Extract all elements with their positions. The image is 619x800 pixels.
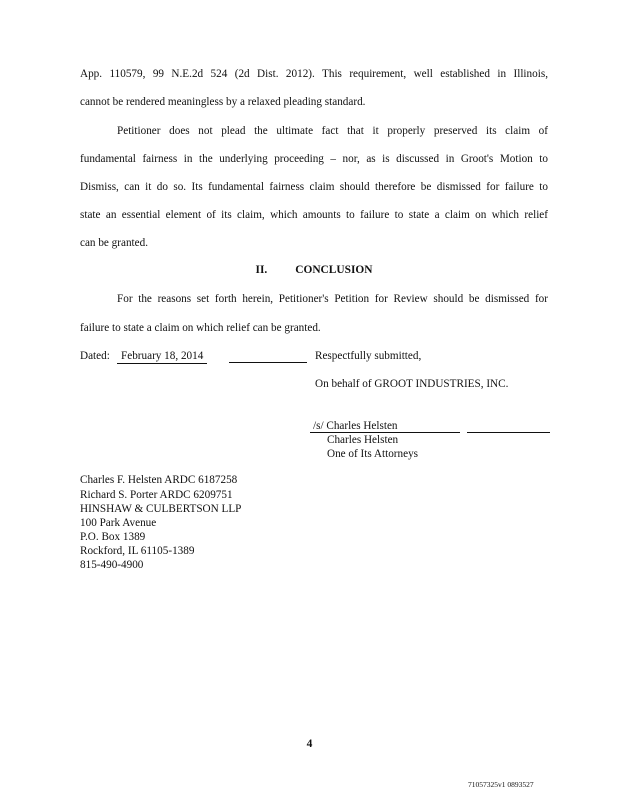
counsel-line: Richard S. Porter ARDC 6209751 — [80, 489, 233, 501]
body-text-line: App. 110579, 99 N.E.2d 524 (2d Dist. 2012). This requirement, well established in Illinois, — [80, 68, 548, 80]
body-text-line: cannot be rendered meaningless by a relaxed pleading standard. — [80, 96, 366, 108]
counsel-line: 815-490-4900 — [80, 559, 144, 571]
dated-label: Dated: — [80, 350, 110, 362]
date-value: February 18, 2014 — [117, 349, 207, 364]
body-text-line: failure to state a claim on which relief can be granted. — [80, 322, 321, 334]
section-heading — [80, 264, 548, 276]
section-title: CONCLUSION — [295, 264, 373, 276]
counsel-line: Charles F. Helsten ARDC 6187258 — [80, 474, 238, 486]
document-id: 71057325v1 0893527 — [468, 780, 534, 789]
on-behalf-text: On behalf of GROOT INDUSTRIES, INC. — [315, 378, 509, 390]
body-text-line: Dismiss, can it do so. Its fundamental fairness claim should therefore be dismissed for failure to — [80, 181, 548, 193]
counsel-line: HINSHAW & CULBERTSON LLP — [80, 503, 242, 515]
signature-line-extra — [467, 432, 550, 433]
closing-text: Respectfully submitted, — [315, 350, 422, 362]
body-text-line: fundamental fairness in the underlying proceeding – nor, as is discussed in Groot's Motion to — [80, 153, 548, 165]
blank-line — [229, 362, 307, 363]
body-text-line: For the reasons set forth herein, Petitioner's Petition for Review should be dismissed for — [117, 293, 548, 305]
body-text-line: Petitioner does not plead the ultimate fact that it properly preserved its claim of — [117, 125, 548, 137]
signer-name: Charles Helsten — [327, 434, 399, 446]
body-text-line: can be granted. — [80, 237, 149, 249]
page-number: 4 — [306, 738, 313, 750]
counsel-line: P.O. Box 1389 — [80, 531, 146, 543]
body-text-line: state an essential element of its claim, which amounts to failure to state a claim on which relief — [80, 209, 548, 221]
date-field — [117, 349, 207, 364]
section-number: II. — [255, 264, 268, 276]
counsel-line: 100 Park Avenue — [80, 517, 157, 529]
e-signature: /s/ Charles Helsten — [313, 420, 398, 432]
signer-role: One of Its Attorneys — [327, 448, 419, 460]
counsel-line: Rockford, IL 61105-1389 — [80, 545, 195, 557]
